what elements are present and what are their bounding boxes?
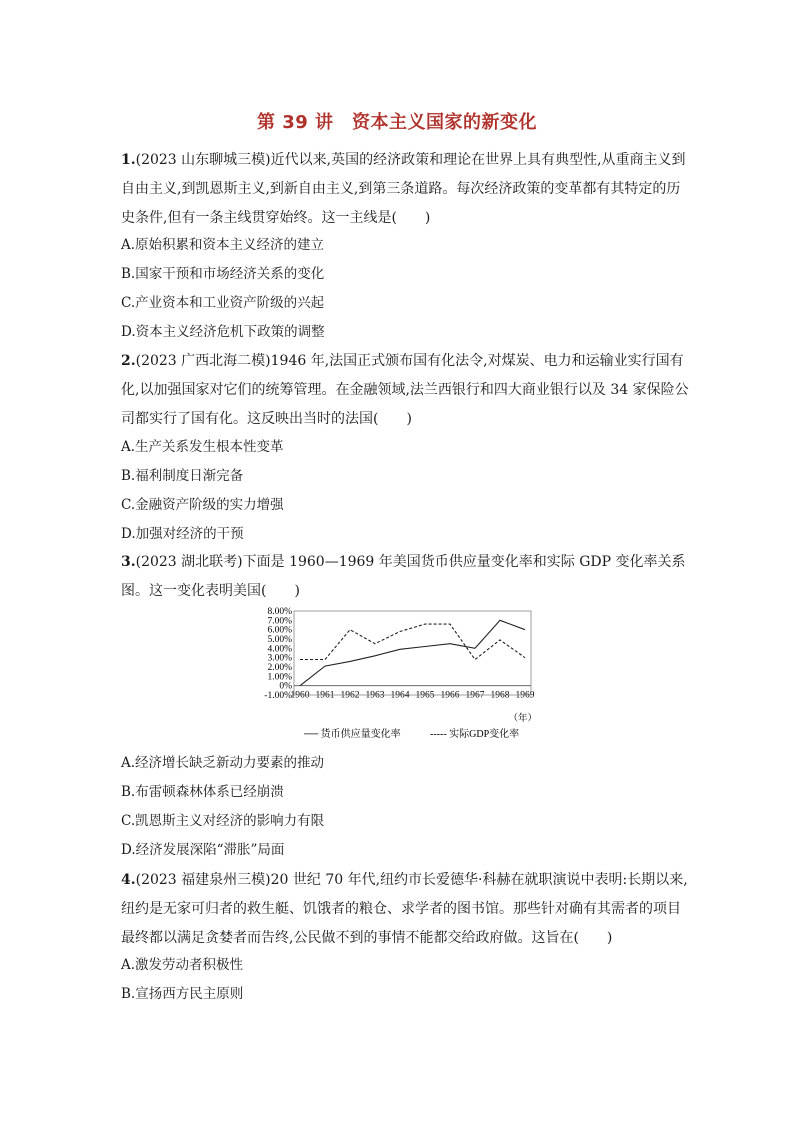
y-tick-label: 0% — [279, 681, 292, 692]
q3-option-b: B.布雷顿森林体系已经崩溃 — [121, 784, 284, 800]
y-tick-label: 6.00% — [267, 625, 292, 636]
question-number: 3. — [121, 554, 136, 570]
x-tick-label: 1962 — [340, 690, 360, 701]
y-tick-labels — [264, 607, 292, 701]
question-2 — [121, 347, 693, 434]
question-3 — [121, 548, 693, 606]
question-1 — [121, 146, 693, 233]
x-tick-label: 1965 — [415, 690, 435, 701]
q4-option-a: A.激发劳动者积极性 — [121, 957, 244, 973]
q2-option-b: B.福利制度日渐完备 — [121, 468, 244, 484]
y-tick-label: -1.00% — [264, 691, 292, 701]
y-tick-label: 3.00% — [267, 653, 292, 664]
question-text: (2023 广西北海二模)1946 年,法国正式颁布国有化法令,对煤炭、电力和运输业实行国有化,以加强国家对它们的统筹管理。在金融领域,法兰西银行和四大商业银行以及 34 家保险公司都实行了国有化。这反映出当时的法国( ) — [121, 353, 689, 427]
question-text: (2023 山东聊城三模)近代以来,英国的经济政策和理论在世界上具有典型性,从重商主义到自由主义,到凯恩斯主义,到新自由主义,到第三条道路。每次经济政策的变革都有其特定的历史条件,但有一条主线贯穿始终。这一主线是( ) — [121, 152, 686, 226]
legend-solid: ── 货币供应量变化率 — [304, 729, 401, 740]
question-4 — [121, 866, 693, 953]
y-tick-label: 2.00% — [267, 663, 292, 673]
question-number: 2. — [121, 353, 136, 369]
q1-option-d: D.资本主义经济危机下政策的调整 — [121, 324, 325, 340]
x-tick-label: 1968 — [490, 690, 510, 701]
question-number: 1. — [121, 152, 136, 168]
x-tick-label: 1963 — [365, 690, 385, 701]
x-tick-label: 1964 — [390, 690, 410, 701]
y-tick-label: 8.00% — [267, 607, 292, 617]
x-axis-unit: （年） — [508, 714, 537, 724]
question-number: 4. — [121, 872, 136, 888]
y-tick-label: 1.00% — [267, 672, 292, 683]
x-tick-label: 1969 — [515, 690, 535, 701]
question-text: (2023 福建泉州三模)20 世纪 70 年代,纽约市长爱德华·科赫在就职演说中表明:长期以来,纽约是无家可归者的救生艇、饥饿者的粮仓、求学者的图书馆。那些针对确有其需者的项目最终都以满足贪婪者而告终,公民做不到的事情不能都交给政府做。这旨在( ) — [121, 872, 688, 946]
y-tick-label: 7.00% — [267, 616, 292, 627]
q1-option-b: B.国家干预和市场经济关系的变化 — [121, 266, 325, 282]
x-tick-label: 1961 — [315, 690, 335, 701]
y-tick-label: 4.00% — [267, 644, 292, 655]
series-line-money-supply — [300, 620, 525, 685]
question-text: (2023 湖北联考)下面是 1960—1969 年美国货币供应量变化率和实际 GDP 变化率关系图。这一变化表明美国( ) — [121, 554, 686, 599]
q2-option-a: A.生产关系发生根本性变革 — [121, 439, 284, 455]
x-tick-label: 1967 — [465, 690, 485, 701]
series-layer — [300, 620, 525, 685]
q1-option-c: C.产业资本和工业资产阶级的兴起 — [121, 295, 325, 311]
plot-frame — [294, 611, 531, 695]
legend-dashed: ----- 实际GDP变化率 — [430, 729, 520, 740]
q1-option-a: A.原始积累和资本主义经济的建立 — [121, 237, 325, 253]
line-chart — [240, 606, 550, 746]
q4-option-b: B.宣扬西方民主原则 — [121, 986, 244, 1002]
q3-option-d: D.经济发展深陷“滞胀”局面 — [121, 842, 285, 858]
q3-option-a: A.经济增长缺乏新动力要素的推动 — [121, 755, 325, 771]
q2-option-d: D.加强对经济的干预 — [121, 526, 244, 542]
x-tick-labels — [291, 691, 535, 701]
q3-option-c: C.凯恩斯主义对经济的影响力有限 — [121, 813, 325, 829]
page-title: 第 39 讲 资本主义国家的新变化 — [256, 112, 538, 133]
x-tick-label: 1960 — [290, 690, 310, 701]
x-tick-label: 1966 — [440, 690, 460, 701]
y-tick-label: 5.00% — [267, 635, 292, 645]
q2-option-c: C.金融资产阶级的实力增强 — [121, 497, 284, 513]
